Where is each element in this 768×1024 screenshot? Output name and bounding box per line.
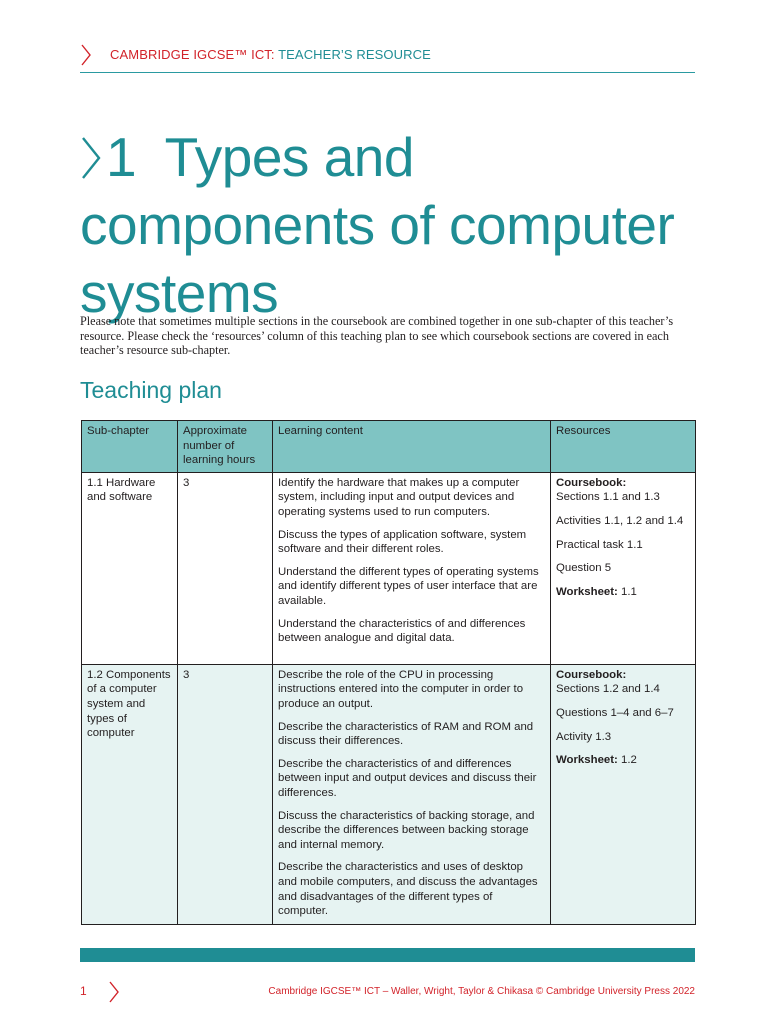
learning-objective: Understand the different types of operating systems and identify different types of user interface that are available. — [278, 565, 539, 607]
learning-objective: Describe the characteristics of and differences between input and output devices and discuss their differences. — [278, 757, 537, 799]
learning-objective: Identify the hardware that makes up a computer system, including input and output devices and operating systems used to run computers. — [278, 476, 520, 518]
header-brand: CAMBRIDGE IGCSE™ ICT: — [110, 47, 275, 62]
hours-cell: 3 — [178, 664, 273, 924]
coursebook-label: Coursebook: — [556, 668, 627, 681]
sub-chapter-cell: 1.2 Components of a computer system and types of computer — [82, 664, 178, 924]
chevron-right-icon — [80, 44, 92, 66]
learning-content-cell — [273, 664, 551, 924]
resource-item: Activities 1.1, 1.2 and 1.4 — [556, 514, 684, 527]
hours-cell: 3 — [178, 472, 273, 664]
worksheet-number: 1.1 — [617, 585, 637, 598]
chapter-title — [80, 123, 710, 327]
page-number: 1 — [80, 984, 87, 998]
learning-objective: Describe the role of the CPU in processing instructions entered into the computer in order to produce an output. — [278, 668, 524, 710]
learning-content-cell — [273, 472, 551, 664]
coursebook-sections: Sections 1.1 and 1.3 — [556, 491, 660, 504]
teaching-plan-table — [81, 420, 696, 925]
resource-item: Question 5 — [556, 562, 612, 575]
coursebook-sections: Sections 1.2 and 1.4 — [556, 683, 660, 696]
worksheet-label: Worksheet: — [556, 754, 618, 767]
learning-objective: Describe the characteristics and uses of desktop and mobile computers, and discuss the advantages and disadvantages of the different types of computer. — [278, 861, 538, 918]
coursebook-label: Coursebook: — [556, 476, 627, 489]
worksheet-number: 1.2 — [617, 754, 637, 767]
footer-citation: Cambridge IGCSE™ ICT – Waller, Wright, Taylor & Chikasa © Cambridge University Press 2022 — [268, 986, 695, 997]
column-header: Sub-chapter — [82, 421, 178, 473]
learning-objective: Discuss the types of application software, system software and their different roles. — [278, 528, 527, 556]
footer-bar — [80, 948, 695, 962]
chapter-title-text: Types and components of computer systems — [80, 125, 675, 324]
learning-objective: Discuss the characteristics of backing storage, and describe the differences between backing storage and internal memory. — [278, 809, 535, 851]
section-heading: Teaching plan — [80, 377, 222, 403]
table-row — [82, 664, 696, 924]
resources-cell — [551, 664, 696, 924]
table-header-row — [82, 421, 696, 473]
worksheet-resource — [556, 753, 690, 768]
intro-paragraph: Please note that sometimes multiple sections in the coursebook are combined together in one sub-chapter of this teacher’s resource. Please check the ‘resources’ column of this teaching plan to see which coursebook sections are covered in each teacher’s resource sub-chapter. — [80, 314, 674, 357]
worksheet-resource — [556, 585, 690, 600]
sub-chapter-cell: 1.1 Hardware and software — [82, 472, 178, 664]
coursebook-resource — [556, 668, 690, 697]
column-header: Approximate number of learning hours — [178, 421, 273, 473]
resource-item: Practical task 1.1 — [556, 538, 643, 551]
column-header: Learning content — [273, 421, 551, 473]
worksheet-label: Worksheet: — [556, 585, 618, 598]
learning-objective: Describe the characteristics of RAM and ROM and discuss their differences. — [278, 720, 534, 748]
coursebook-resource — [556, 476, 690, 505]
chevron-right-icon — [80, 136, 102, 180]
header-text — [110, 47, 431, 62]
resource-item: Activity 1.3 — [556, 730, 612, 743]
header-subtitle: TEACHER’S RESOURCE — [278, 47, 431, 62]
resource-item: Questions 1–4 and 6–7 — [556, 706, 674, 719]
column-header: Resources — [551, 421, 696, 473]
table-row — [82, 472, 696, 664]
chevron-right-icon — [108, 981, 120, 1003]
chapter-number: 1 — [106, 125, 137, 188]
running-header — [80, 44, 695, 73]
learning-objective: Understand the characteristics of and differences between analogue and digital data. — [278, 617, 526, 645]
resources-cell — [551, 472, 696, 664]
